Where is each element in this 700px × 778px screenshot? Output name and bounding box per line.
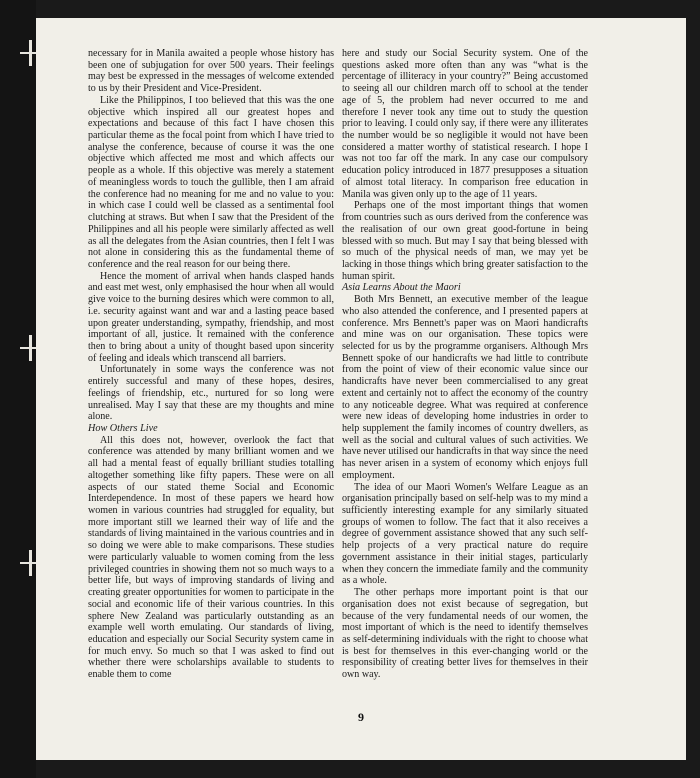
paragraph: The other perhaps more important point is that our organisation does not exist because of segregation, but because of the very fundamental needs of our women, the most important of which is the need to identify themselves as self-determining individuals with the right to choose what is best for themselves in this ever-changing world or the responsibility of creating better lives for themselves in their own way. bbox=[342, 587, 588, 681]
binding-edge bbox=[0, 0, 36, 778]
paragraph: necessary for in Manila awaited a people whose history has been one of subjugation for over 500 years. Their feelings may best be expressed in the messages of welcome extended to us by their President and Vice-President. bbox=[88, 48, 334, 95]
right-column bbox=[342, 48, 588, 681]
paragraph: Like the Philippinos, I too believed that this was the one objective which inspired all our greatest hopes and expectations and because of this fact I have chosen this particular theme as the focal point from which I have tried to analyse the conference, because of course it was the one objective which affected me most and which affects our people as a whole. If this objective was merely a statement of meaningless words to touch the gullible, then I am afraid the conference had no meaning for me and no value to you: in which case I could well be classed as a sentimental fool clutching at straws. But when I saw that the President of the Philippines and all his people were similarly affected as well as all the delegates from the Asian countries, then I felt I was not alone in considering this as the fundamental theme of conference and the real reason for our being there. bbox=[88, 94, 334, 270]
paragraph: here and study our Social Security system. One of the questions asked more often than any was “what is the percentage of illiteracy in your country?” Being accustomed to seeing all our children march off to school at the tender age of 5, the problem had never occurred to me and therefore I never took any time out to study the question prior to leaving. I could only say, if there were any illiterates the number would be so negligible it would not have been considered a matter worthy of statistical research. I hope I was not too far off the mark. In any case our compulsory education policy introduced in 1877 presupposes a situation of almost total literacy. In comparison free education in Manila was given only up to the age of 11 years. bbox=[342, 48, 588, 200]
paragraph: Both Mrs Bennett, an executive member of the league who also attended the conference, and I presented papers at conference. Mrs Bennett's paper was on Maori handicrafts and mine was on our organisation. These topics were selected for us by the programme organisers. Although Mrs Bennett spoke of our handicrafts we had little to contribute from the point of view of their economic value since our handicrafts have never been commercialised to any great extent and certainly not to affect the economy of the country to any noticeable degree. What was required at conference were new ideas of developing home industries in order to help supplement the family incomes of country dwellers, as well as the social and cultural values of such activities. We have never utilised our handicrafts in that way since the need has never arisen in a system of economy which enjoys full employment. bbox=[342, 294, 588, 481]
document-page bbox=[36, 18, 686, 760]
left-column bbox=[88, 48, 334, 681]
section-heading: Asia Learns About the Maori bbox=[342, 282, 461, 294]
page-number: 9 bbox=[358, 710, 364, 724]
paragraph: Hence the moment of arrival when hands clasped hands and east met west, only emphasised the hour when all would give voice to the burning desires which were common to all, i.e. security against want and war and a lasting peace based upon greater understanding, sympathy, friendship, and most important of all, justice. It remained with the conference then to bring about a unity of thought based upon sincerity of feeling and ideals which transcend all barriers. bbox=[88, 270, 334, 364]
paragraph: All this does not, however, overlook the fact that conference was attended by many brilliant women and we all had a mental feast of equally brilliant studies totalling altogether something like fifty papers. These were on all aspects of our stated theme Social and Economic Interdependence. In most of these papers we heard how women in various countries had struggled for equality, but more important still we learned their way of life and the standards of living maintained in the various countries and in so doing we were able to make comparisons. These studies were particularly valuable to women coming from the less privileged countries in showing them not so much ways to a better life, but ways of improving standards of living and creating greater opportunities for women to participate in the social and economic life of their various countries. In this sphere New Zealand was particularly outstanding as an example well worth emulating. Our standards of living, education and especially our Social Security system came in for much envy. So much so that I was asked to find out whether there were scholarships available to students to enable them to come bbox=[88, 434, 334, 681]
section-heading: How Others Live bbox=[88, 423, 158, 434]
paragraph: The idea of our Maori Women's Welfare League as an organisation principally based on self-help was to my mind a sufficiently interesting example for any similarly situated groups of women to follow. The fact that it also receives a degree of government assistance showed that any such self-help projects of a very practical nature do require government assistance in their initial stages, particularly when they concern the immediate family and the community as a whole. bbox=[342, 481, 588, 587]
paragraph: Unfortunately in some ways the conference was not entirely successful and many of these hopes, desires, feelings of friendship, etc., nurtured for so long were unrealised. May I say that these are my thoughts and mine alone. bbox=[88, 364, 334, 423]
paragraph: Perhaps one of the most important things that women from countries such as ours derived from the conference was the realisation of our own great good-fortune in being blessed with so much. But may I say that being blessed with so much of the physical needs of man, we may yet be lacking in those things which bring greater satisfaction to the human spirit. bbox=[342, 200, 588, 282]
